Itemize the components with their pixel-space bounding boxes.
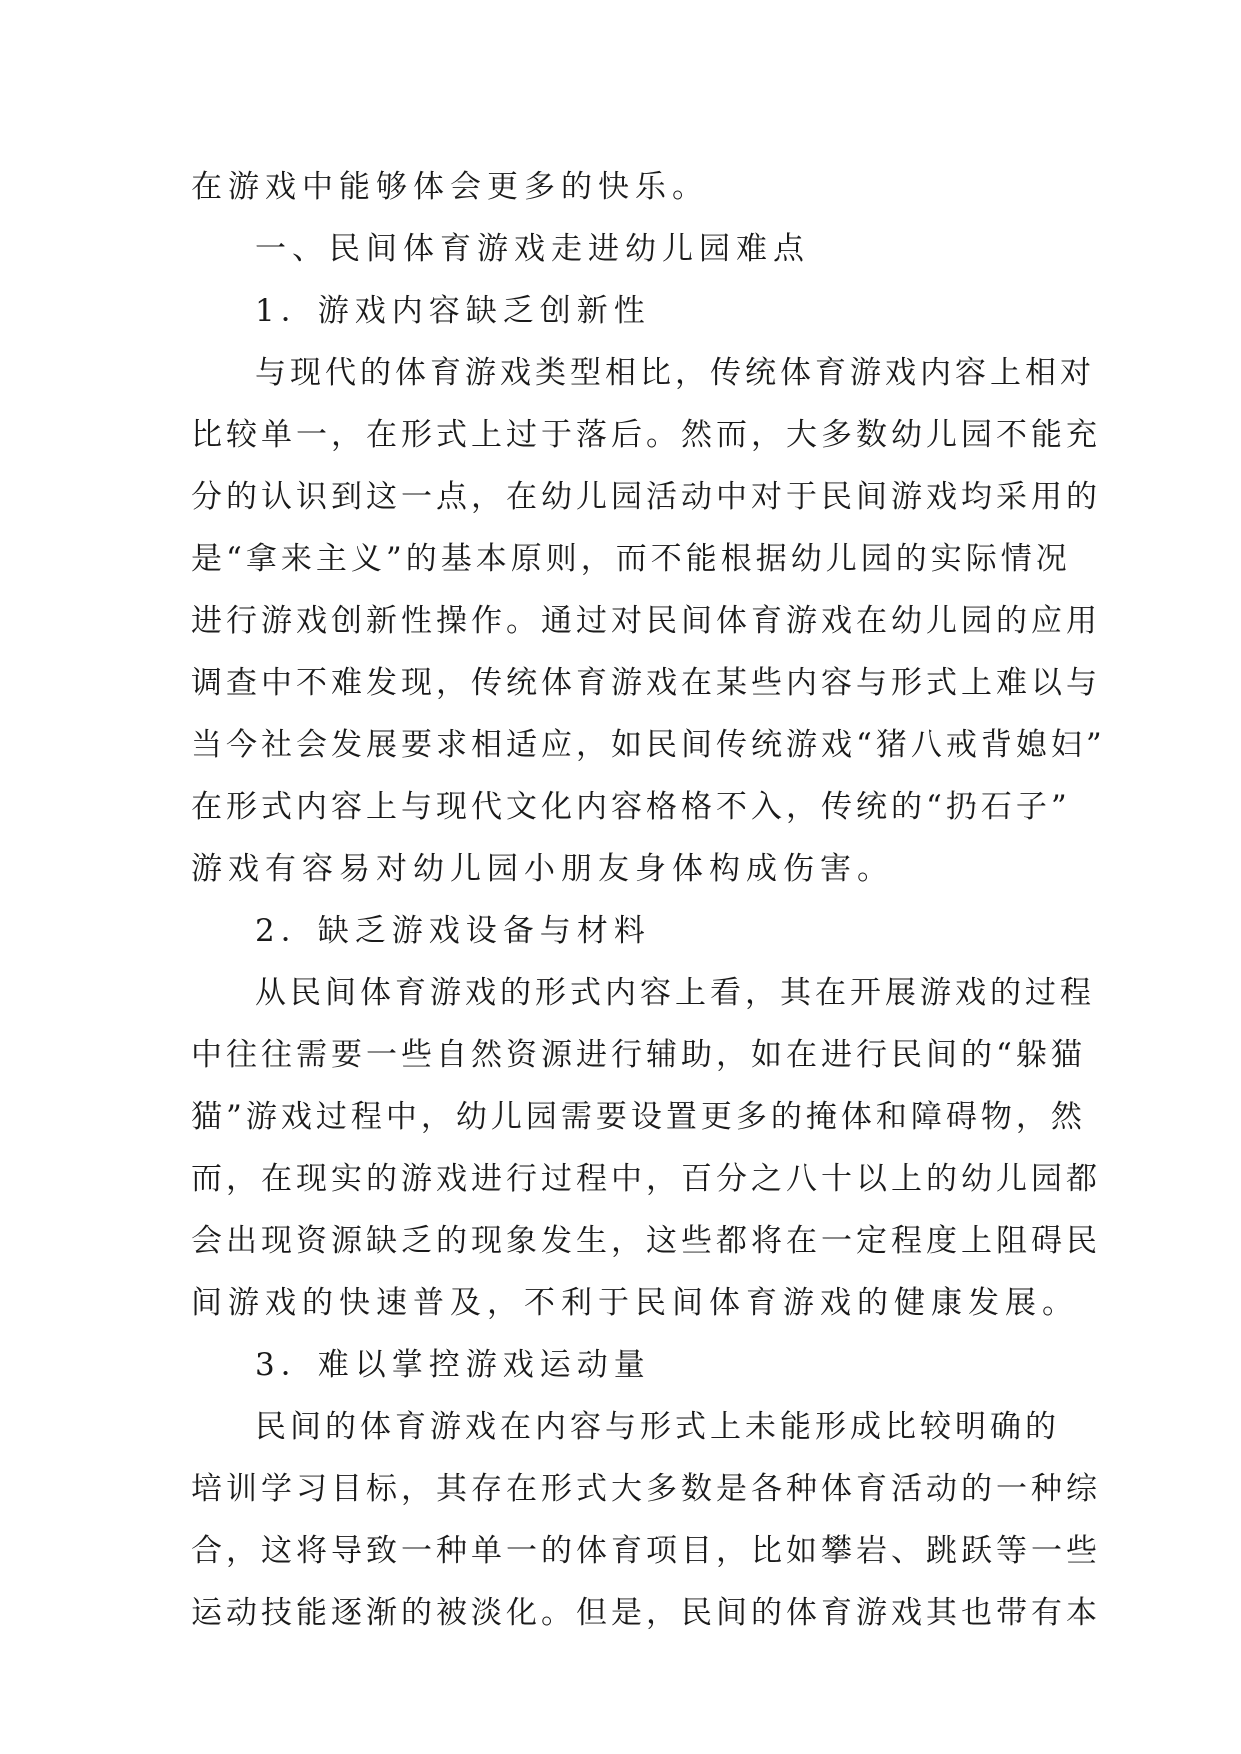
text-line: 从民间体育游戏的形式内容上看，其在开展游戏的过程 (255, 975, 1095, 1011)
text-line: 间游戏的快速普及，不利于民间体育游戏的健康发展。 (191, 1285, 1079, 1321)
document-body (191, 156, 1106, 1644)
text-line: 进行游戏创新性操作。通过对民间体育游戏在幼儿园的应用 (191, 603, 1101, 639)
text-line: 在游戏中能够体会更多的快乐。 (191, 169, 709, 205)
text-line: 分的认识到这一点，在幼儿园活动中对于民间游戏均采用的 (191, 479, 1101, 515)
text-line: 是“拿来主义”的基本原则，而不能根据幼儿园的实际情况 (191, 541, 1071, 577)
text-line: 民间的体育游戏在内容与形式上未能形成比较明确的 (255, 1409, 1060, 1445)
text-line: 中往往需要一些自然资源进行辅助，如在进行民间的“躲猫 (191, 1037, 1086, 1073)
text-line: 比较单一，在形式上过于落后。然而，大多数幼儿园不能充 (191, 417, 1101, 453)
text-line: 调查中不难发现，传统体育游戏在某些内容与形式上难以与 (191, 665, 1101, 701)
text-line: 与现代的体育游戏类型相比，传统体育游戏内容上相对 (255, 355, 1095, 391)
text-line: 3．难以掌控游戏运动量 (255, 1347, 651, 1383)
text-line: 合，这将导致一种单一的体育项目，比如攀岩、跳跃等一些 (191, 1533, 1101, 1569)
text-line: 当今社会发展要求相适应，如民间传统游戏“猪八戒背媳妇” (191, 727, 1106, 763)
text-line: 猫”游戏过程中，幼儿园需要设置更多的掩体和障碍物，然 (191, 1099, 1086, 1135)
text-line: 1．游戏内容缺乏创新性 (255, 293, 651, 329)
text-line: 培训学习目标，其存在形式大多数是各种体育活动的一种综 (191, 1471, 1101, 1507)
text-line: 游戏有容易对幼儿园小朋友身体构成伤害。 (191, 851, 894, 887)
text-line: 而，在现实的游戏进行过程中，百分之八十以上的幼儿园都 (191, 1161, 1101, 1197)
text-line: 一、民间体育游戏走进幼儿园难点 (255, 231, 810, 267)
text-line: 会出现资源缺乏的现象发生，这些都将在一定程度上阻碍民 (191, 1223, 1101, 1259)
text-line: 2．缺乏游戏设备与材料 (255, 913, 651, 949)
text-line: 在形式内容上与现代文化内容格格不入，传统的“扔石子” (191, 789, 1071, 825)
text-line: 运动技能逐渐的被淡化。但是，民间的体育游戏其也带有本 (191, 1595, 1101, 1631)
